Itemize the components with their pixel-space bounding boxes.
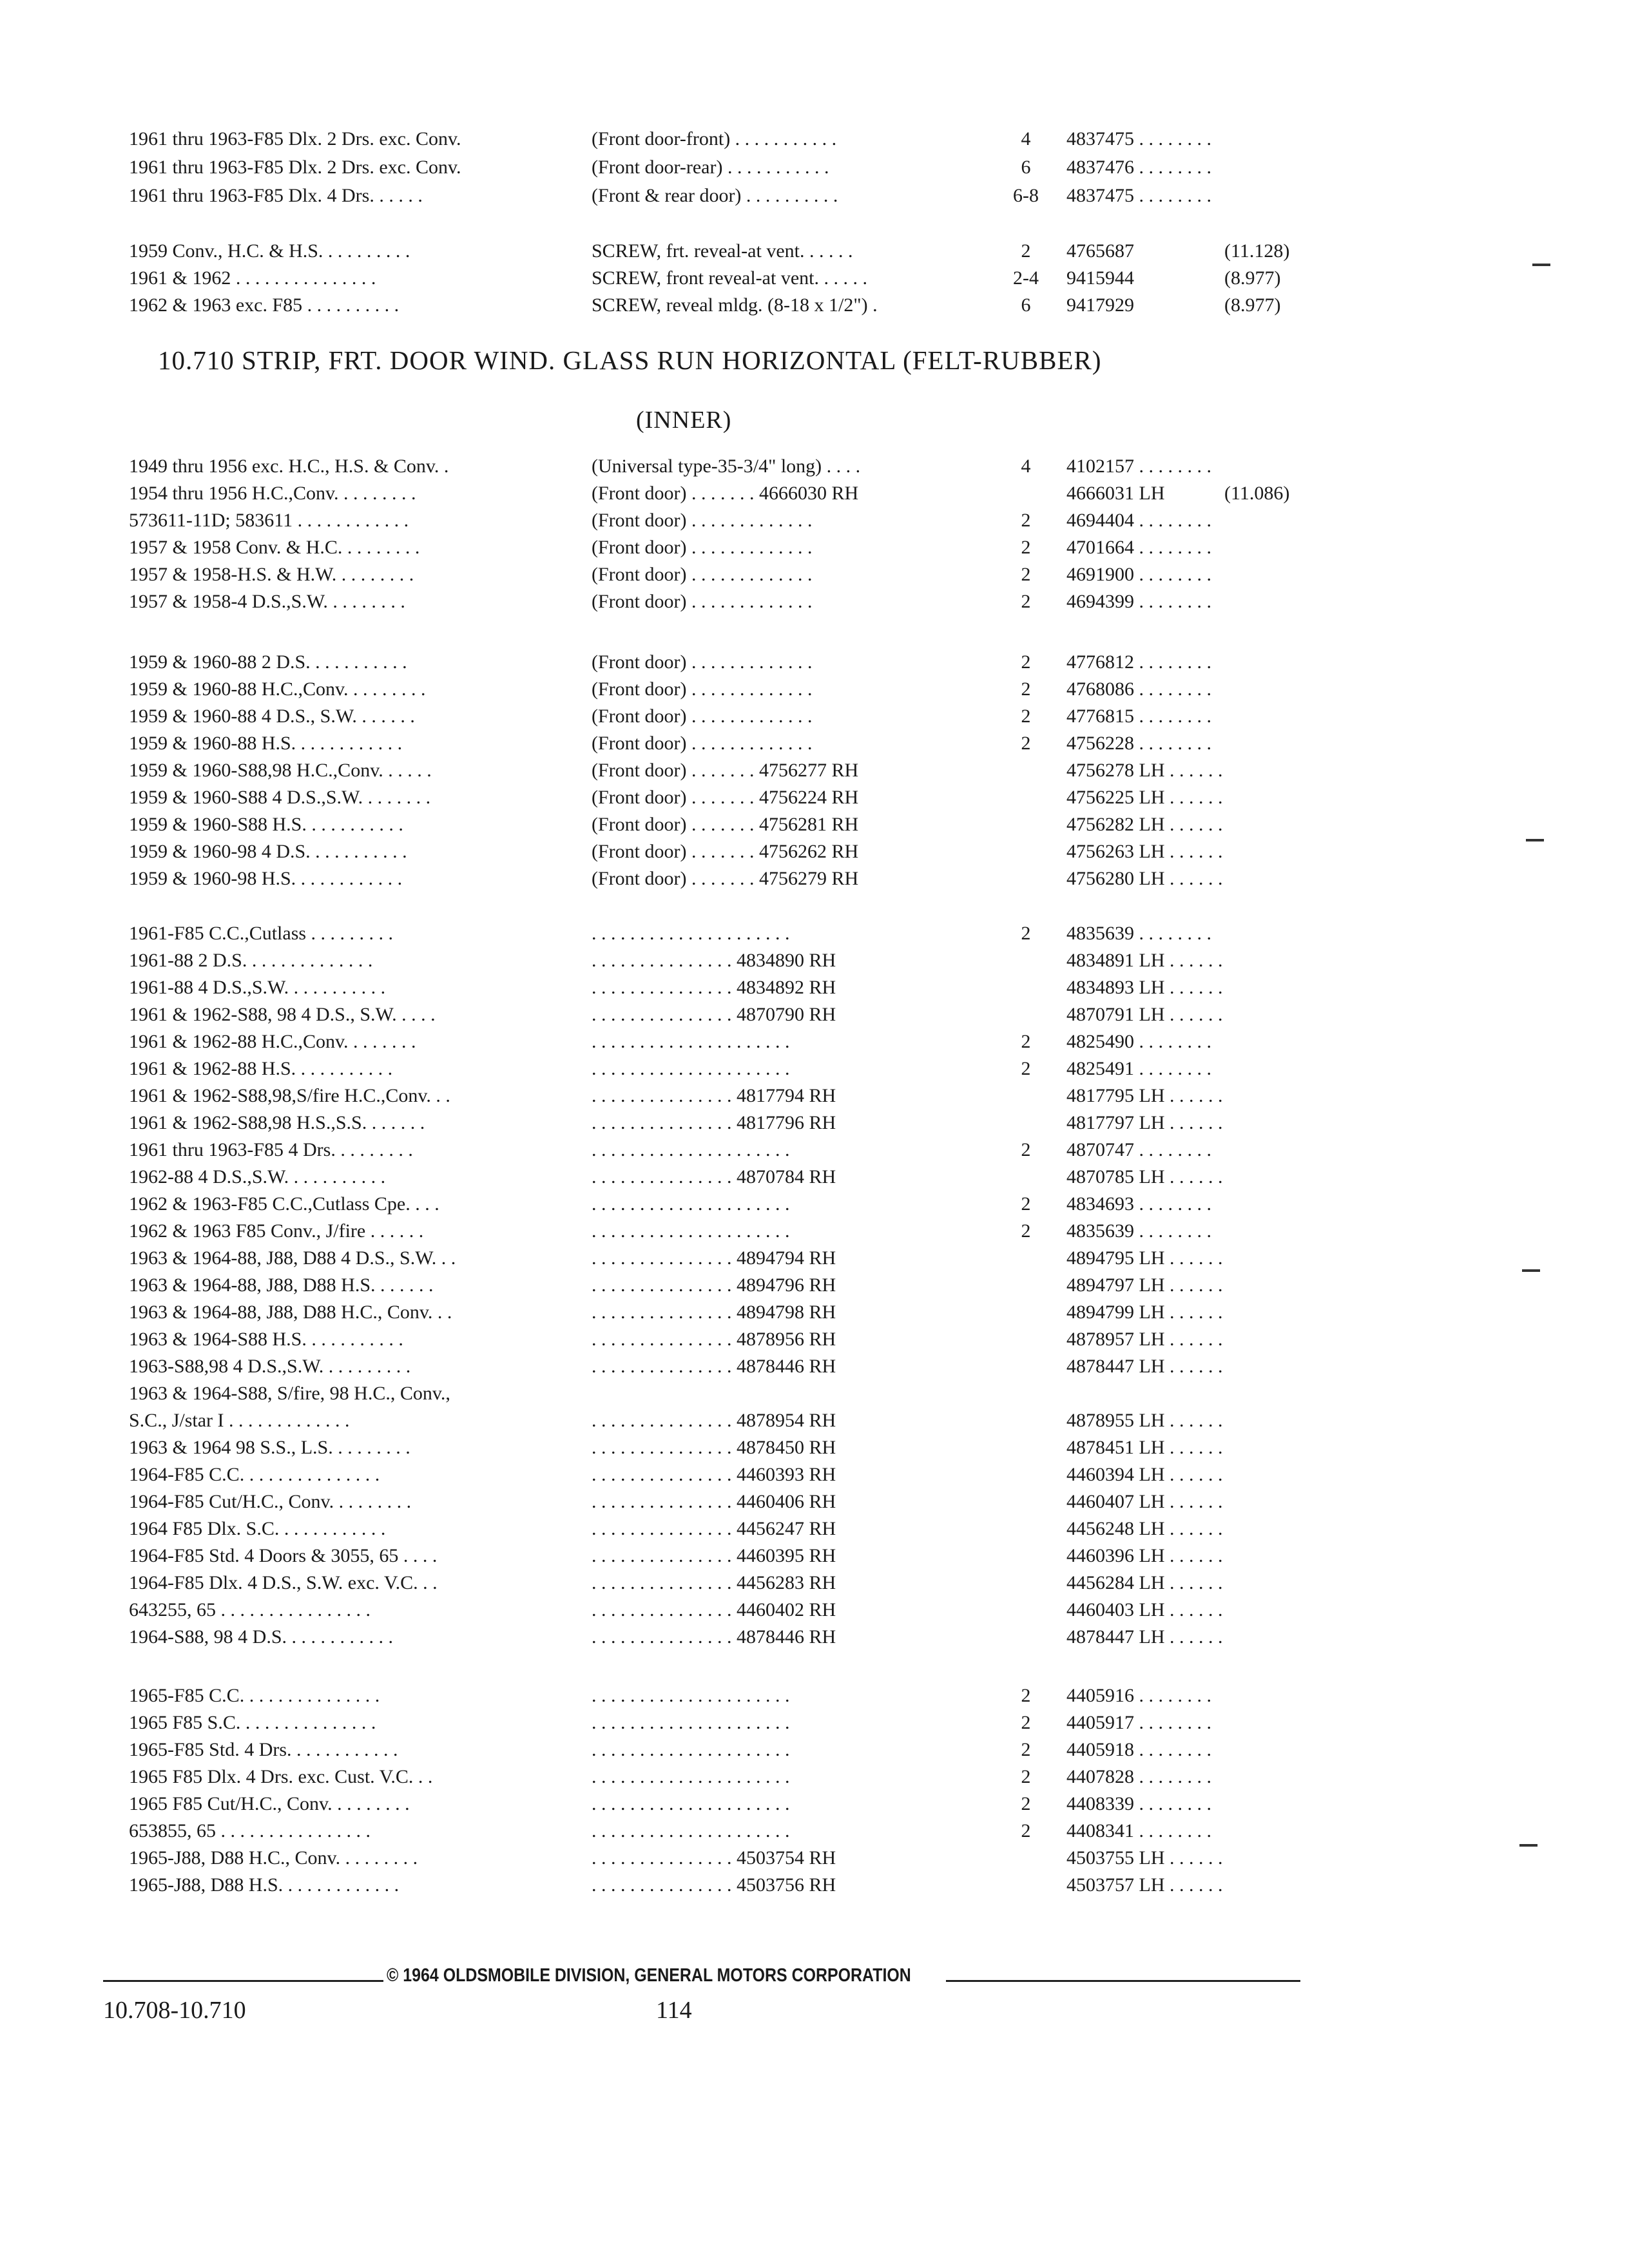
- description-text: . . . . . . . . . . . . . . . . . . . . .: [592, 1766, 790, 1787]
- description-text: . . . . . . . . . . . . . . . 4817794 RH: [592, 1085, 836, 1106]
- part-number: 4756225 LH . . . . . .: [1066, 787, 1223, 808]
- quantity-text: 4: [1021, 128, 1031, 149]
- part-number: 4870785 LH . . . . . .: [1066, 1166, 1223, 1187]
- part-number: 4825490 . . . . . . . .: [1066, 1031, 1211, 1052]
- model-text: 1961 & 1962-S88,98,S/fire H.C.,Conv. . .: [129, 1085, 450, 1106]
- description-text: . . . . . . . . . . . . . . . 4460406 RH: [592, 1491, 836, 1512]
- model-text: 1961 & 1962-S88,98 H.S.,S.S. . . . . . .: [129, 1112, 425, 1133]
- part-number: 4701664 . . . . . . . .: [1066, 537, 1211, 558]
- part-row: [0, 1191, 1629, 1218]
- part-number: 4835639 . . . . . . . .: [1066, 923, 1211, 944]
- description-text: . . . . . . . . . . . . . . . . . . . . .: [592, 1031, 790, 1052]
- part-number: 4503755 LH . . . . . .: [1066, 1847, 1223, 1869]
- quantity-text: 2: [1021, 1058, 1031, 1079]
- part-number: 4503757 LH . . . . . .: [1066, 1874, 1223, 1896]
- description-text: . . . . . . . . . . . . . . . 4460402 RH: [592, 1599, 836, 1620]
- description-text: . . . . . . . . . . . . . . . . . . . . .: [592, 1685, 790, 1706]
- model-text: 643255, 65 . . . . . . . . . . . . . . . .: [129, 1599, 371, 1620]
- part-row: [0, 1434, 1629, 1461]
- model-text: 1961 & 1962-88 H.C.,Conv. . . . . . . .: [129, 1031, 416, 1052]
- model-text: 1959 Conv., H.C. & H.S. . . . . . . . . .: [129, 240, 410, 262]
- model-text: 1963 & 1964-88, J88, D88 4 D.S., S.W. . .: [129, 1247, 456, 1269]
- description-text: . . . . . . . . . . . . . . . 4870790 RH: [592, 1004, 836, 1025]
- screw-list: [0, 126, 1629, 319]
- part-row: [0, 1028, 1629, 1055]
- part-row: [0, 1597, 1629, 1624]
- model-text: 1963 & 1964-S88 H.S. . . . . . . . . . .: [129, 1329, 403, 1350]
- description-text: . . . . . . . . . . . . . . . 4460393 RH: [592, 1464, 836, 1485]
- part-row: [0, 1110, 1629, 1137]
- model-text: 1949 thru 1956 exc. H.C., H.S. & Conv. .: [129, 456, 449, 477]
- part-row: [0, 480, 1629, 507]
- model-text: 1965-F85 Std. 4 Drs. . . . . . . . . . . .: [129, 1739, 398, 1760]
- part-row: [0, 1791, 1629, 1818]
- part-row: [0, 1515, 1629, 1542]
- model-text: 1961-F85 C.C.,Cutlass . . . . . . . . .: [129, 923, 394, 944]
- model-text: 1961 thru 1963-F85 4 Drs. . . . . . . . .: [129, 1139, 413, 1160]
- quantity-text: 2: [1021, 537, 1031, 558]
- model-text: 1959 & 1960-88 2 D.S. . . . . . . . . . .: [129, 651, 407, 673]
- part-row: [0, 1299, 1629, 1326]
- part-number: 4825491 . . . . . . . .: [1066, 1058, 1211, 1079]
- part-number: 4878451 LH . . . . . .: [1066, 1437, 1223, 1458]
- page-number: 114: [656, 1997, 692, 2024]
- part-row: [0, 1218, 1629, 1245]
- part-row: [0, 561, 1629, 588]
- description-text: . . . . . . . . . . . . . . . 4503754 RH: [592, 1847, 836, 1869]
- description-text: . . . . . . . . . . . . . . . 4878446 RH: [592, 1626, 836, 1648]
- part-number: 4834893 LH . . . . . .: [1066, 977, 1223, 998]
- description-text: (Front door) . . . . . . . . . . . . .: [592, 678, 813, 700]
- description-text: . . . . . . . . . . . . . . . 4878450 RH: [592, 1437, 836, 1458]
- model-text: 1964 F85 Dlx. S.C. . . . . . . . . . . .: [129, 1518, 386, 1539]
- part-row: [0, 1137, 1629, 1164]
- quantity-text: 2: [1021, 1793, 1031, 1814]
- part-row: [0, 265, 1629, 292]
- part-number: 4776815 . . . . . . . .: [1066, 706, 1211, 727]
- part-number: 4837476 . . . . . . . .: [1066, 157, 1211, 178]
- description-text: (Front door) . . . . . . . 4666030 RH: [592, 483, 859, 504]
- model-text: 1965 F85 Cut/H.C., Conv. . . . . . . . .: [129, 1793, 410, 1814]
- part-number: 4756278 LH . . . . . .: [1066, 760, 1223, 781]
- model-text: 1965-J88, D88 H.C., Conv. . . . . . . . .: [129, 1847, 418, 1869]
- part-number: 4405918 . . . . . . . .: [1066, 1739, 1211, 1760]
- part-row: [0, 1001, 1629, 1028]
- part-number: 4694399 . . . . . . . .: [1066, 591, 1211, 612]
- model-text: 1965-F85 C.C. . . . . . . . . . . . . . .: [129, 1685, 380, 1706]
- part-number: 4756228 . . . . . . . .: [1066, 733, 1211, 754]
- model-text: 1961 thru 1963-F85 Dlx. 2 Drs. exc. Conv.: [129, 128, 461, 149]
- model-text: 1962-88 4 D.S.,S.W. . . . . . . . . . .: [129, 1166, 386, 1187]
- description-text: . . . . . . . . . . . . . . . 4894796 RH: [592, 1274, 836, 1296]
- part-number: 4776812 . . . . . . . .: [1066, 651, 1211, 673]
- part-number: 4837475 . . . . . . . .: [1066, 128, 1211, 149]
- model-text: 1965 F85 S.C. . . . . . . . . . . . . . .: [129, 1712, 376, 1733]
- model-text: 1964-F85 C.C. . . . . . . . . . . . . . .: [129, 1464, 380, 1485]
- part-row: [0, 1542, 1629, 1570]
- margin-mark: [1522, 1269, 1540, 1272]
- description-text: . . . . . . . . . . . . . . . . . . . . .: [592, 1820, 790, 1841]
- part-number: 4408341 . . . . . . . .: [1066, 1820, 1211, 1841]
- reference-note: (11.086): [1224, 483, 1290, 504]
- part-row: [0, 1380, 1629, 1407]
- part-row: [0, 730, 1629, 757]
- quantity-text: 2: [1021, 1739, 1031, 1760]
- quantity-text: 2: [1021, 1220, 1031, 1242]
- model-text: 1959 & 1960-S88 4 D.S.,S.W. . . . . . . .: [129, 787, 431, 808]
- description-text: (Front door) . . . . . . . 4756262 RH: [592, 841, 859, 862]
- quantity-text: 4: [1021, 456, 1031, 477]
- description-text: (Front door) . . . . . . . . . . . . .: [592, 564, 813, 585]
- part-number: 4817795 LH . . . . . .: [1066, 1085, 1223, 1106]
- description-text: . . . . . . . . . . . . . . . 4503756 RH: [592, 1874, 836, 1896]
- quantity-text: 2: [1021, 1193, 1031, 1215]
- description-text: . . . . . . . . . . . . . . . . . . . . .: [592, 923, 790, 944]
- part-row: [0, 974, 1629, 1001]
- model-text: 1959 & 1960-S88,98 H.C.,Conv. . . . . .: [129, 760, 432, 781]
- part-number: 4460396 LH . . . . . .: [1066, 1545, 1223, 1566]
- quantity-text: 2-4: [1013, 267, 1039, 289]
- part-number: 4407828 . . . . . . . .: [1066, 1766, 1211, 1787]
- part-row: [0, 1682, 1629, 1709]
- quantity-text: 2: [1021, 678, 1031, 700]
- description-text: (Front door) . . . . . . . 4756277 RH: [592, 760, 859, 781]
- part-number: 4408339 . . . . . . . .: [1066, 1793, 1211, 1814]
- model-text: 653855, 65 . . . . . . . . . . . . . . . .: [129, 1820, 371, 1841]
- model-text: 1957 & 1958-4 D.S.,S.W. . . . . . . . .: [129, 591, 405, 612]
- description-text: (Front & rear door) . . . . . . . . . .: [592, 185, 838, 206]
- model-text: 1959 & 1960-S88 H.S. . . . . . . . . . .: [129, 814, 403, 835]
- description-text: . . . . . . . . . . . . . . . 4460395 RH: [592, 1545, 836, 1566]
- quantity-text: 2: [1021, 706, 1031, 727]
- model-text: 1961-88 2 D.S. . . . . . . . . . . . . .: [129, 950, 373, 971]
- part-row: [0, 1407, 1629, 1434]
- margin-mark: [1526, 839, 1544, 841]
- parts-group-1965: [0, 1682, 1629, 1899]
- quantity-text: 2: [1021, 1139, 1031, 1160]
- part-row: [0, 838, 1629, 865]
- description-text: . . . . . . . . . . . . . . . 4834892 RH: [592, 977, 836, 998]
- part-number: 4817797 LH . . . . . .: [1066, 1112, 1223, 1133]
- description-text: . . . . . . . . . . . . . . . . . . . . .: [592, 1712, 790, 1733]
- reference-note: (8.977): [1224, 294, 1281, 316]
- part-number: 4460394 LH . . . . . .: [1066, 1464, 1223, 1485]
- description-text: (Front door) . . . . . . . 4756281 RH: [592, 814, 859, 835]
- part-row: [0, 1326, 1629, 1353]
- description-text: (Front door) . . . . . . . . . . . . .: [592, 706, 813, 727]
- copyright-notice: © 1964 OLDSMOBILE DIVISION, GENERAL MOTORS CORPORATION: [387, 1965, 911, 1986]
- description-text: . . . . . . . . . . . . . . . 4817796 RH: [592, 1112, 836, 1133]
- part-number: 4835639 . . . . . . . .: [1066, 1220, 1211, 1242]
- part-number: 4666031 LH: [1066, 483, 1165, 504]
- quantity-text: 6-8: [1013, 185, 1039, 206]
- part-number: 4834891 LH . . . . . .: [1066, 950, 1223, 971]
- parts-group-1959-1960: [0, 649, 1629, 892]
- description-text: . . . . . . . . . . . . . . . . . . . . .: [592, 1139, 790, 1160]
- model-text: 573611-11D; 583611 . . . . . . . . . . . .: [129, 510, 409, 531]
- model-text: 1962 & 1963 F85 Conv., J/fire . . . . . .: [129, 1220, 424, 1242]
- model-text: 1957 & 1958 Conv. & H.C. . . . . . . . .: [129, 537, 420, 558]
- part-number: 4756280 LH . . . . . .: [1066, 868, 1223, 889]
- part-row: [0, 1624, 1629, 1651]
- parts-group-1949-1958: [0, 453, 1629, 615]
- part-row: [0, 1461, 1629, 1488]
- part-row: [0, 1736, 1629, 1763]
- part-row: [0, 1082, 1629, 1110]
- description-text: (Front door-rear) . . . . . . . . . . .: [592, 157, 829, 178]
- part-number: 4834693 . . . . . . . .: [1066, 1193, 1211, 1215]
- description-text: . . . . . . . . . . . . . . . 4834890 RH: [592, 950, 836, 971]
- description-text: . . . . . . . . . . . . . . . 4878956 RH: [592, 1329, 836, 1350]
- part-number: 4765687: [1066, 240, 1134, 262]
- part-row: [0, 588, 1629, 615]
- description-text: (Front door) . . . . . . . 4756224 RH: [592, 787, 859, 808]
- model-text: 1954 thru 1956 H.C.,Conv. . . . . . . . .: [129, 483, 416, 504]
- description-text: . . . . . . . . . . . . . . . 4870784 RH: [592, 1166, 836, 1187]
- part-number: 4894799 LH . . . . . .: [1066, 1302, 1223, 1323]
- model-text: 1961 & 1962-88 H.S. . . . . . . . . . .: [129, 1058, 393, 1079]
- part-number: 4870791 LH . . . . . .: [1066, 1004, 1223, 1025]
- footer-rule-right: [946, 1980, 1300, 1982]
- part-row: [0, 1709, 1629, 1736]
- description-text: (Front door) . . . . . . . . . . . . .: [592, 510, 813, 531]
- parts-group-1961-1964: [0, 920, 1629, 1651]
- part-row: [0, 865, 1629, 892]
- description-text: (Front door) . . . . . . . . . . . . .: [592, 537, 813, 558]
- part-row: [0, 1488, 1629, 1515]
- part-number: 4756263 LH . . . . . .: [1066, 841, 1223, 862]
- part-row: [0, 1353, 1629, 1380]
- description-text: SCREW, front reveal-at vent. . . . . .: [592, 267, 867, 289]
- model-text: 1961 thru 1963-F85 Dlx. 4 Drs. . . . . .: [129, 185, 423, 206]
- description-text: . . . . . . . . . . . . . . . . . . . . .: [592, 1058, 790, 1079]
- part-row: [0, 453, 1629, 480]
- model-text: 1964-F85 Std. 4 Doors & 3055, 65 . . . .: [129, 1545, 438, 1566]
- part-row: [0, 1818, 1629, 1845]
- description-text: . . . . . . . . . . . . . . . . . . . . .: [592, 1220, 790, 1242]
- part-number: 9415944: [1066, 267, 1134, 289]
- quantity-text: 2: [1021, 1766, 1031, 1787]
- part-number: 4691900 . . . . . . . .: [1066, 564, 1211, 585]
- part-row: [0, 920, 1629, 947]
- model-text: 1963-S88,98 4 D.S.,S.W. . . . . . . . . .: [129, 1356, 411, 1377]
- model-text: 1959 & 1960-88 H.C.,Conv. . . . . . . . .: [129, 678, 426, 700]
- part-number: 4878955 LH . . . . . .: [1066, 1410, 1223, 1431]
- quantity-text: 2: [1021, 651, 1031, 673]
- part-number: 4456248 LH . . . . . .: [1066, 1518, 1223, 1539]
- description-text: (Universal type-35-3/4" long) . . . .: [592, 456, 861, 477]
- part-row: [0, 534, 1629, 561]
- description-text: . . . . . . . . . . . . . . . . . . . . .: [592, 1739, 790, 1760]
- description-text: . . . . . . . . . . . . . . . . . . . . .: [592, 1193, 790, 1215]
- part-number: 4460403 LH . . . . . .: [1066, 1599, 1223, 1620]
- description-text: . . . . . . . . . . . . . . . 4456247 RH: [592, 1518, 836, 1539]
- part-number: 4694404 . . . . . . . .: [1066, 510, 1211, 531]
- part-number: 4894795 LH . . . . . .: [1066, 1247, 1223, 1269]
- description-text: (Front door) . . . . . . . . . . . . .: [592, 591, 813, 612]
- quantity-text: 2: [1021, 1712, 1031, 1733]
- description-text: . . . . . . . . . . . . . . . 4894794 RH: [592, 1247, 836, 1269]
- part-number: 4837475 . . . . . . . .: [1066, 185, 1211, 206]
- part-row: [0, 126, 1629, 154]
- quantity-text: 2: [1021, 1685, 1031, 1706]
- part-row: [0, 1164, 1629, 1191]
- description-text: (Front door) . . . . . . . . . . . . .: [592, 651, 813, 673]
- description-text: . . . . . . . . . . . . . . . 4894798 RH: [592, 1302, 836, 1323]
- model-text: 1959 & 1960-88 4 D.S., S.W. . . . . . .: [129, 706, 415, 727]
- section-range: 10.708-10.710: [103, 1997, 246, 2024]
- part-row: [0, 676, 1629, 703]
- part-row: [0, 507, 1629, 534]
- part-row: [0, 811, 1629, 838]
- part-row: [0, 1245, 1629, 1272]
- description-text: SCREW, reveal mldg. (8-18 x 1/2") .: [592, 294, 878, 316]
- quantity-text: 2: [1021, 240, 1031, 262]
- part-row: [0, 154, 1629, 182]
- quantity-text: 6: [1021, 157, 1031, 178]
- model-text: 1959 & 1960-98 4 D.S. . . . . . . . . . .: [129, 841, 407, 862]
- model-text: 1963 & 1964-88, J88, D88 H.S. . . . . . .: [129, 1274, 434, 1296]
- model-text: 1961 thru 1963-F85 Dlx. 2 Drs. exc. Conv.: [129, 157, 461, 178]
- model-text: 1961 & 1962 . . . . . . . . . . . . . . .: [129, 267, 376, 289]
- part-row: [0, 947, 1629, 974]
- quantity-text: 2: [1021, 1031, 1031, 1052]
- quantity-text: 6: [1021, 294, 1031, 316]
- part-row: [0, 1272, 1629, 1299]
- quantity-text: 2: [1021, 1820, 1031, 1841]
- model-text: 1965-J88, D88 H.S. . . . . . . . . . . . .: [129, 1874, 400, 1896]
- description-text: . . . . . . . . . . . . . . . 4878446 RH: [592, 1356, 836, 1377]
- part-number: 4102157 . . . . . . . .: [1066, 456, 1211, 477]
- part-row: [0, 703, 1629, 730]
- part-number: 4460407 LH . . . . . .: [1066, 1491, 1223, 1512]
- quantity-text: 2: [1021, 564, 1031, 585]
- part-row: [0, 238, 1629, 265]
- part-number: 4870747 . . . . . . . .: [1066, 1139, 1211, 1160]
- reference-note: (8.977): [1224, 267, 1281, 289]
- margin-mark: [1519, 1844, 1537, 1847]
- model-text: 1962 & 1963-F85 C.C.,Cutlass Cpe. . . .: [129, 1193, 439, 1215]
- description-text: . . . . . . . . . . . . . . . 4878954 RH: [592, 1410, 836, 1431]
- model-text: 1961 & 1962-S88, 98 4 D.S., S.W. . . . .: [129, 1004, 436, 1025]
- model-text: 1964-F85 Dlx. 4 D.S., S.W. exc. V.C. . .: [129, 1572, 438, 1593]
- part-row: [0, 784, 1629, 811]
- footer-rule-left: [103, 1980, 383, 1982]
- margin-mark: [1532, 264, 1550, 266]
- part-number: 4878447 LH . . . . . .: [1066, 1356, 1223, 1377]
- part-row: [0, 1763, 1629, 1791]
- model-text: 1965 F85 Dlx. 4 Drs. exc. Cust. V.C. . .: [129, 1766, 433, 1787]
- model-text: 1963 & 1964-88, J88, D88 H.C., Conv. . .: [129, 1302, 452, 1323]
- section-subtitle: (INNER): [636, 407, 732, 434]
- quantity-text: 2: [1021, 510, 1031, 531]
- model-text: 1957 & 1958-H.S. & H.W. . . . . . . . .: [129, 564, 414, 585]
- description-text: (Front door) . . . . . . . 4756279 RH: [592, 868, 859, 889]
- part-number: 4405916 . . . . . . . .: [1066, 1685, 1211, 1706]
- description-text: . . . . . . . . . . . . . . . 4456283 RH: [592, 1572, 836, 1593]
- model-text: 1962 & 1963 exc. F85 . . . . . . . . . .: [129, 294, 400, 316]
- reference-note: (11.128): [1224, 240, 1290, 262]
- part-row: [0, 182, 1629, 211]
- description-text: . . . . . . . . . . . . . . . . . . . . .: [592, 1793, 790, 1814]
- part-row: [0, 757, 1629, 784]
- description-text: SCREW, frt. reveal-at vent. . . . . .: [592, 240, 853, 262]
- part-row: [0, 1845, 1629, 1872]
- section-title: 10.710 STRIP, FRT. DOOR WIND. GLASS RUN HORIZONTAL (FELT-RUBBER): [158, 345, 1102, 375]
- model-text: 1964-F85 Cut/H.C., Conv. . . . . . . . .: [129, 1491, 412, 1512]
- model-text: 1963 & 1964-S88, S/fire, 98 H.C., Conv.,: [129, 1383, 450, 1404]
- part-number: 9417929: [1066, 294, 1134, 316]
- model-text: 1963 & 1964 98 S.S., L.S. . . . . . . . .: [129, 1437, 410, 1458]
- description-text: (Front door-front) . . . . . . . . . . .: [592, 128, 837, 149]
- quantity-text: 2: [1021, 733, 1031, 754]
- part-number: 4756282 LH . . . . . .: [1066, 814, 1223, 835]
- part-row: [0, 1570, 1629, 1597]
- part-row: [0, 649, 1629, 676]
- part-number: 4894797 LH . . . . . .: [1066, 1274, 1223, 1296]
- part-number: 4878447 LH . . . . . .: [1066, 1626, 1223, 1648]
- model-text: 1959 & 1960-98 H.S. . . . . . . . . . . .: [129, 868, 403, 889]
- description-text: (Front door) . . . . . . . . . . . . .: [592, 733, 813, 754]
- part-number: 4878957 LH . . . . . .: [1066, 1329, 1223, 1350]
- quantity-text: 2: [1021, 923, 1031, 944]
- model-text: S.C., J/star I . . . . . . . . . . . . .: [129, 1410, 350, 1431]
- part-number: 4768086 . . . . . . . .: [1066, 678, 1211, 700]
- part-row: [0, 211, 1629, 238]
- part-row: [0, 1055, 1629, 1082]
- model-text: 1959 & 1960-88 H.S. . . . . . . . . . . .: [129, 733, 403, 754]
- model-text: 1964-S88, 98 4 D.S. . . . . . . . . . . .: [129, 1626, 394, 1648]
- part-row: [0, 292, 1629, 319]
- part-number: 4405917 . . . . . . . .: [1066, 1712, 1211, 1733]
- part-number: 4456284 LH . . . . . .: [1066, 1572, 1223, 1593]
- part-row: [0, 1872, 1629, 1899]
- model-text: 1961-88 4 D.S.,S.W. . . . . . . . . . .: [129, 977, 386, 998]
- quantity-text: 2: [1021, 591, 1031, 612]
